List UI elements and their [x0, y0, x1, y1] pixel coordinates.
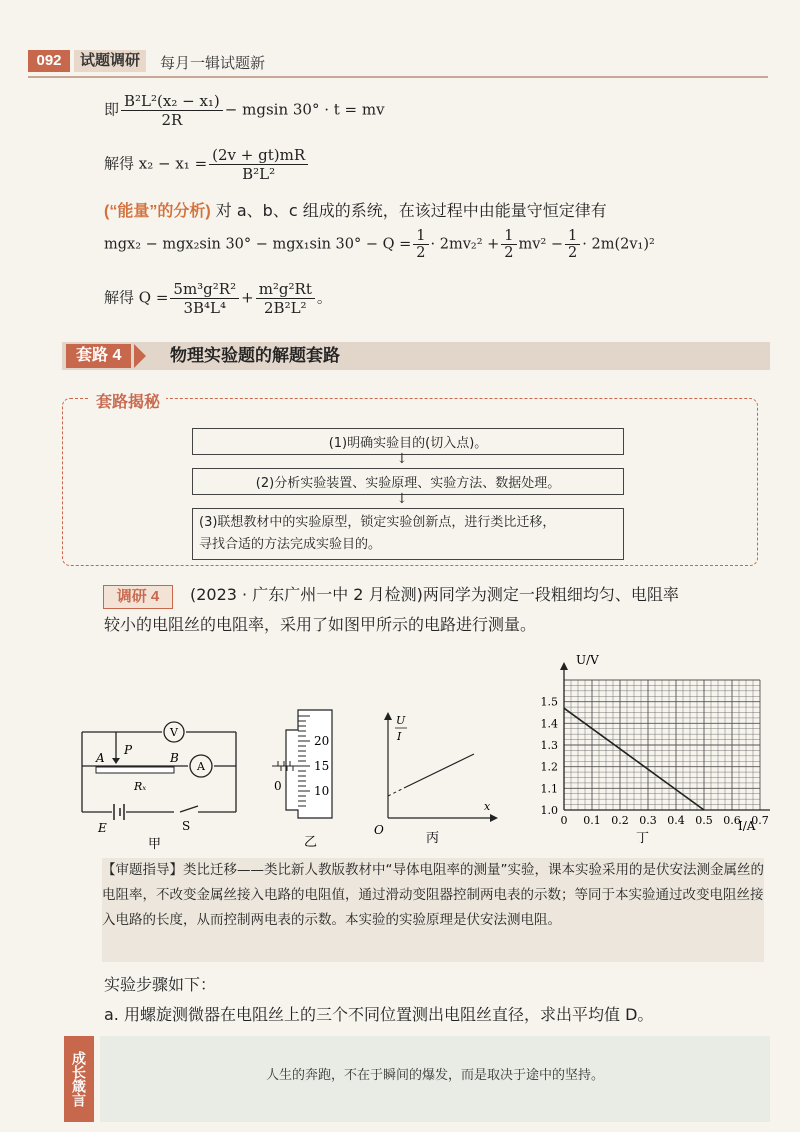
- voltmeter-label: V: [170, 726, 178, 739]
- eq3-frac3-den: 2: [568, 245, 578, 261]
- arrow-down-icon: ↓: [396, 451, 408, 467]
- chart-y-tick-label: 1.0: [540, 804, 558, 817]
- micrometer-tick-label: 20: [314, 734, 330, 748]
- header-subtitle: 每月一辑试题新: [160, 55, 266, 72]
- eq4-plus: +: [241, 288, 254, 307]
- micrometer-tick-label: 10: [314, 784, 330, 798]
- eq3-frac2-den: 2: [504, 245, 514, 261]
- bing-origin-label: O: [374, 823, 384, 837]
- eq2-numerator: (2v + gt)mR: [209, 146, 308, 165]
- figure-jia-caption: 甲: [148, 837, 162, 852]
- chart-x-tick-label: 0.5: [695, 814, 713, 827]
- circuit-label-e: E: [98, 821, 107, 835]
- energy-text: 对 a、b、c 组成的系统，在该过程中由能量守恒定律有: [215, 201, 607, 220]
- header-tag: 试题调研: [74, 50, 146, 72]
- reveal-step-3: [192, 508, 624, 560]
- arrow-down-icon: ↓: [396, 491, 408, 507]
- micrometer-tick-label: 15: [314, 759, 330, 773]
- reveal-step-3-line-2: 寻找合适的方法完成实验目的。: [199, 537, 382, 552]
- problem-line-2: 较小的电阻丝的电阻率，采用了如图甲所示的电路进行测量。: [104, 615, 537, 634]
- figure-bing-caption: 丙: [426, 831, 440, 846]
- problem-line-1: (2023 · 广东广州一中 2 月检测)两同学为测定一段粗细均匀、电阻率: [190, 585, 679, 604]
- steps-heading: 实验步骤如下：: [104, 975, 217, 994]
- x-axis-arrow-icon: [490, 814, 498, 822]
- chart-y-label: U/V: [576, 653, 599, 667]
- section-tag: 套路 4: [66, 344, 131, 368]
- page-number: 092: [28, 50, 70, 72]
- equation-4: [104, 280, 332, 317]
- guide-label: 【审题指导】类比迁移: [102, 862, 237, 878]
- circuit-point-a: A: [96, 751, 105, 765]
- reveal-tag: 套路揭秘: [90, 389, 166, 412]
- eq3-frac1-num: 1: [413, 228, 428, 245]
- slider-arrow-icon: [112, 758, 120, 764]
- chart-x-tick-label: 0.3: [639, 814, 657, 827]
- circuit-point-b: B: [170, 751, 179, 765]
- chart-x-tick-label: 0.4: [667, 814, 685, 827]
- footer-side-label: 成长箴言: [64, 1036, 94, 1122]
- bing-y-label-num: U: [396, 714, 406, 727]
- chart-grid: [564, 680, 760, 810]
- battery-icon: [114, 804, 124, 820]
- ammeter-label: A: [197, 760, 205, 773]
- chart-axes: [560, 662, 770, 814]
- problem-tag: 调研 4: [103, 585, 173, 609]
- chart-y-tick-label: 1.3: [540, 739, 558, 752]
- chart-x-tick-label: 0.6: [723, 814, 741, 827]
- eq1-prefix: 即: [104, 100, 120, 119]
- chart-y-tick-label: 1.2: [540, 760, 558, 774]
- energy-analysis-line: [104, 198, 607, 221]
- figure-bing-graph: [370, 710, 500, 856]
- section-tag-arrow-icon: [134, 344, 146, 368]
- micrometer-zero-label: 0: [274, 779, 282, 793]
- chart-y-tick-label: 1.5: [540, 695, 558, 709]
- guide-text: ——类比新人教版教材中“导体电阻率的测量”实验，课本实验采用的是伏安法测金属丝的电阻率，不改变金属丝接入电路的电阻值，通过滑动变阻器控制两电表的示数；等同于本实验通过改变电阻丝接入电路的长度，从而控制两电表的示数。本实验的实验原理是伏安法测电阻。: [102, 862, 764, 928]
- eq2-prefix: 解得 x₂ − x₁ =: [104, 154, 208, 173]
- header-divider: [28, 76, 768, 78]
- extrapolated-line: [388, 788, 404, 796]
- equation-1: [104, 92, 385, 129]
- chart-x-tick-label: 0: [560, 814, 568, 827]
- equation-3: [104, 228, 655, 261]
- eq4-prefix: 解得 Q =: [104, 288, 169, 307]
- energy-label: (“能量”的分析): [104, 203, 211, 220]
- chart-x-tick-label: 0.7: [751, 814, 769, 827]
- reveal-step-1: (1)明确实验目的(切入点)。: [192, 428, 624, 455]
- eq3-term2: mv² −: [518, 236, 564, 253]
- section-title: 物理实验题的解题套路: [170, 346, 340, 365]
- chart-x-tick-label: 0.2: [611, 814, 629, 827]
- eq4-frac1-num: 5m³g²R²: [170, 280, 239, 299]
- reveal-step-2: (2)分析实验装置、实验原理、实验方法、数据处理。: [192, 468, 624, 495]
- eq4-frac1-den: 3B⁴L⁴: [183, 299, 227, 317]
- footer-quote: 人生的奔跑，不在于瞬间的爆发，而是取决于途中的坚持。: [265, 1068, 604, 1083]
- eq1-denominator: 2R: [161, 111, 183, 129]
- guide-box: [102, 858, 764, 962]
- bing-x-label: x: [484, 800, 491, 813]
- eq4-end: 。: [316, 288, 332, 307]
- eq3-frac3-num: 1: [565, 228, 580, 245]
- figure-yi-micrometer: [270, 706, 350, 856]
- eq3-term1: · 2mv₂² +: [430, 236, 500, 253]
- eq3-frac1-den: 2: [416, 245, 426, 261]
- step-a: a. 用螺旋测微器在电阻丝上的三个不同位置测出电阻丝直径，求出平均值 D。: [104, 1005, 654, 1024]
- chart-y-arrow-icon: [560, 662, 568, 670]
- bing-y-label-den: I: [397, 730, 402, 743]
- resistance-wire: [96, 767, 174, 773]
- eq4-frac2-den: 2B²L²: [264, 299, 307, 317]
- section-bar: [62, 342, 770, 370]
- y-axis-arrow-icon: [384, 712, 392, 720]
- eq2-denominator: B²L²: [242, 165, 276, 183]
- figure-jia-circuit: [76, 712, 246, 852]
- eq1-rest: − mgsin 30° · t = mv: [224, 100, 385, 119]
- figure-yi-caption: 乙: [304, 835, 318, 850]
- eq1-numerator: B²L²(x₂ − x₁): [121, 92, 223, 111]
- eq3-left: mgx₂ − mgx₂sin 30° − mgx₁sin 30° − Q =: [104, 236, 412, 253]
- data-line: [404, 754, 474, 788]
- figure-ding-chart: [520, 640, 770, 850]
- chart-y-tick-label: 1.1: [540, 782, 558, 796]
- circuit-label-s: S: [182, 819, 191, 833]
- figure-ding-caption: 丁: [636, 831, 650, 846]
- chart-y-tick-label: 1.4: [540, 717, 558, 731]
- eq4-frac2-num: m²g²Rt: [256, 280, 315, 299]
- circuit-point-p: P: [124, 743, 133, 757]
- chart-x-label: I/A: [738, 819, 756, 833]
- equation-2: [104, 146, 310, 183]
- circuit-label-rx: Rₓ: [134, 780, 147, 793]
- eq3-term3: · 2m(2v₁)²: [582, 236, 655, 253]
- eq3-frac2-num: 1: [501, 228, 516, 245]
- reveal-step-3-line-1: (3)联想教材中的实验原型，锁定实验创新点，进行类比迁移，: [199, 515, 556, 530]
- chart-x-tick-label: 0.1: [583, 814, 601, 827]
